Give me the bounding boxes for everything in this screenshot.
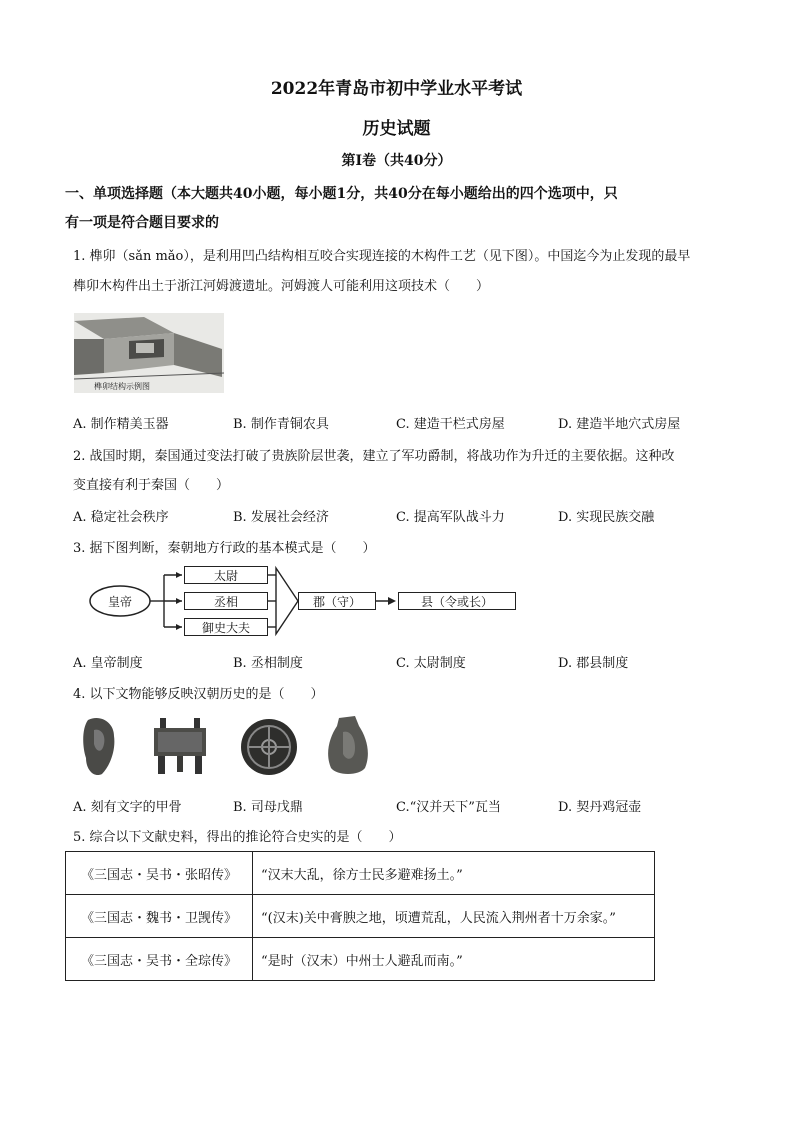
xian-node: 县（令或长） — [398, 592, 516, 610]
q3-option-b[interactable]: B. 丞相制度 — [233, 656, 303, 671]
q2-option-a[interactable]: A. 稳定社会秩序 — [73, 510, 169, 525]
emperor-node: 皇帝 — [107, 594, 132, 609]
q1-option-c[interactable]: C. 建造干栏式房屋 — [396, 417, 505, 432]
source-cell: 《三国志・吴书・张昭传》 — [66, 852, 253, 895]
exam-subtitle: 历史试题 — [362, 119, 431, 139]
quote-cell: “汉末大乱，徐方士民多避难扬土。” — [253, 852, 655, 895]
q1-option-a[interactable]: A. 制作精美玉器 — [73, 417, 169, 432]
q2-stem-line1: 2. 战国时期，秦国通过变法打破了贵族阶层世袭，建立了军功爵制，将战功作为升迁的主要依据。这种改 — [73, 449, 675, 464]
part-heading: 第Ⅰ卷（共40分） — [341, 153, 452, 169]
q4-option-c[interactable]: C.“汉并天下”瓦当 — [396, 800, 501, 815]
quote-cell: “(汉末)关中膏腴之地，顷遭荒乱，人民流入荆州者十万余家。” — [253, 895, 655, 938]
simuwu-ding-image — [150, 716, 210, 776]
source-cell: 《三国志・吴书・全琮传》 — [66, 938, 253, 981]
q3-stem: 3. 据下图判断，秦朝地方行政的基本模式是（ ） — [73, 541, 376, 556]
q2-option-b[interactable]: B. 发展社会经济 — [233, 510, 329, 525]
q2-option-c[interactable]: C. 提高军队战斗力 — [396, 510, 505, 525]
tile-end-image — [240, 718, 298, 776]
mortise-tenon-image — [74, 313, 224, 393]
source-cell: 《三国志・魏书・卫觊传》 — [66, 895, 253, 938]
q1-option-d[interactable]: D. 建造半地穴式房屋 — [558, 417, 681, 432]
q5-stem: 5. 综合以下文献史料，得出的推论符合史实的是（ ） — [73, 830, 402, 845]
table-row — [66, 852, 655, 895]
qin-administration-diagram — [86, 562, 526, 640]
jun-node: 郡（守） — [298, 592, 376, 610]
q2-option-d[interactable]: D. 实现民族交融 — [558, 510, 655, 525]
q1-stem-line2: 榫卯木构件出土于浙江河姆渡遗址。河姆渡人可能利用这项技术（ ） — [73, 279, 490, 294]
quote-cell: “是时（汉末）中州士人避乱而南。” — [253, 938, 655, 981]
q3-option-c[interactable]: C. 太尉制度 — [396, 656, 466, 671]
khitan-pot-image — [325, 714, 371, 778]
chengxiang-node: 丞相 — [184, 592, 268, 610]
sources-table — [65, 851, 655, 981]
oracle-bone-image — [80, 716, 120, 778]
exam-title: 2022年青岛市初中学业水平考试 — [270, 79, 523, 99]
q4-option-d[interactable]: D. 契丹鸡冠壶 — [558, 800, 642, 815]
table-row — [66, 938, 655, 981]
q3-option-d[interactable]: D. 郡县制度 — [558, 656, 629, 671]
q4-option-a[interactable]: A. 刻有文字的甲骨 — [73, 800, 182, 815]
section-heading-line2: 有一项是符合题目要求的 — [65, 215, 219, 231]
table-row — [66, 895, 655, 938]
q1-option-b[interactable]: B. 制作青铜农具 — [233, 417, 329, 432]
q4-option-b[interactable]: B. 司母戊鼎 — [233, 800, 303, 815]
image-caption: 榫卯结构示例图 — [94, 382, 150, 391]
section-heading-line1: 一、单项选择题（本大题共40小题，每小题1分，共40分在每小题给出的四个选项中，只 — [65, 186, 618, 202]
q1-stem-line1: 1. 榫卯（sǎn mǎo），是利用凹凸结构相互咬合实现连接的木构件工艺（见下图）。中国迄今为止发现的最早 — [73, 249, 691, 264]
q4-stem: 4. 以下文物能够反映汉朝历史的是（ ） — [73, 687, 324, 702]
yushi-dafu-node: 御史大夫 — [184, 618, 268, 636]
q3-option-a[interactable]: A. 皇帝制度 — [73, 656, 143, 671]
q2-stem-line2: 变直接有利于秦国（ ） — [73, 478, 230, 493]
taiwei-node: 太尉 — [184, 566, 268, 584]
